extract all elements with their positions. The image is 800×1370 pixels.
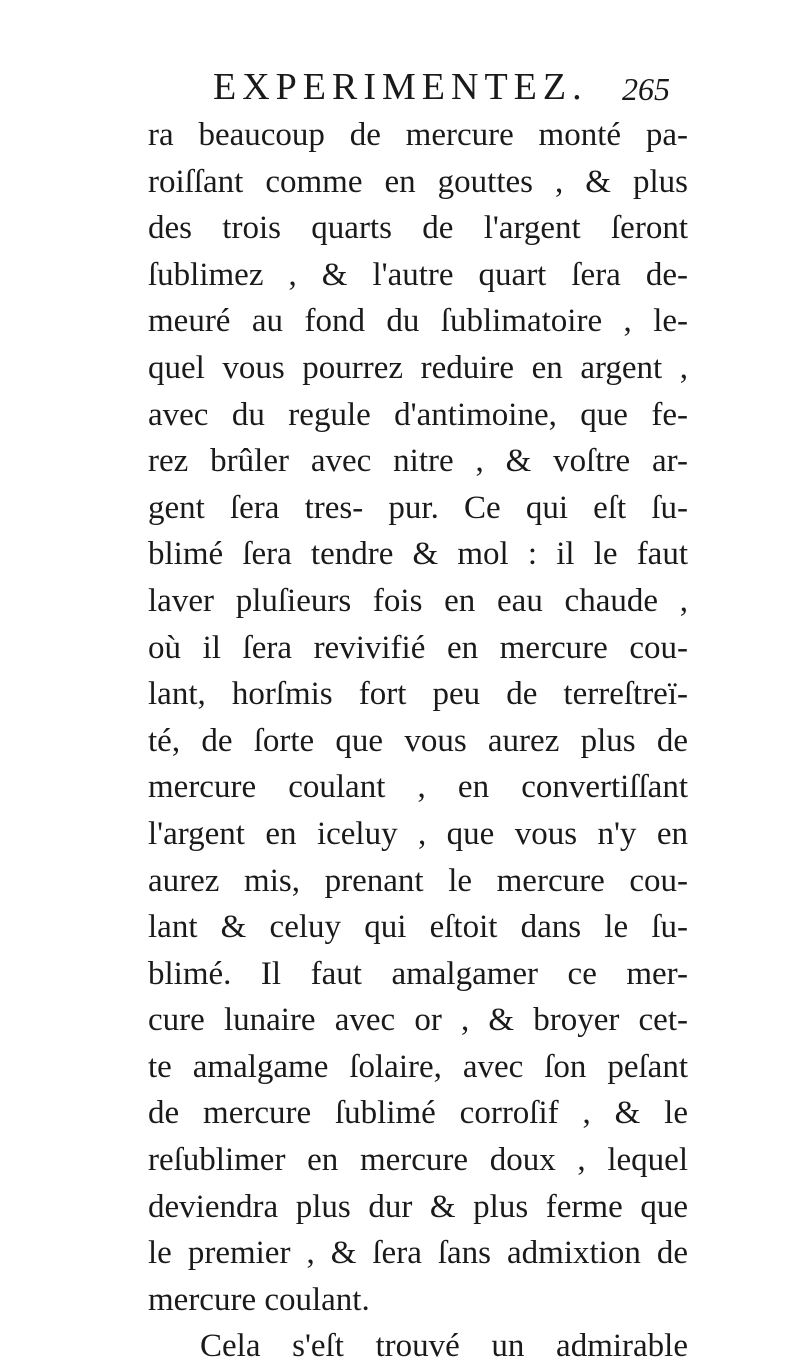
text-line: roiſſant comme en gouttes , & plus [148, 163, 688, 200]
paragraph-end-line: mercure coulant. [148, 1281, 370, 1318]
text-line: l'argent en iceluy , que vous n'y en [148, 815, 688, 852]
text-line: ra beaucoup de mercure monté pa- [148, 117, 688, 153]
running-header [0, 62, 800, 112]
text-line: lant, horſmis fort peu de terreſtreï- [148, 676, 688, 713]
text-line: ſublimez , & l'autre quart ſera de- [148, 256, 688, 293]
text-line: aurez mis, prenant le mercure cou- [148, 862, 688, 899]
text-line: blimé. Il faut amalgamer ce mer- [148, 955, 688, 992]
text-line: deviendra plus dur & plus ferme que [148, 1188, 688, 1225]
page-number: 265 [622, 71, 670, 107]
text-line: cure lunaire avec or , & broyer cet- [148, 1002, 688, 1039]
text-line: avec du regule d'antimoine, que fe- [148, 396, 688, 433]
text-line: te amalgame ſolaire, avec ſon peſant [148, 1048, 688, 1085]
text-line: reſublimer en mercure doux , lequel [148, 1142, 688, 1179]
text-line: de mercure ſublimé corroſif , & le [148, 1095, 688, 1132]
text-line: blimé ſera tendre & mol : il le faut [148, 536, 688, 573]
paragraph-start-line: Cela s'eſt trouvé un admirable [200, 1328, 688, 1365]
text-line: meuré au fond du ſublimatoire , le- [148, 303, 688, 340]
running-title: EXPERIMENTEZ. [213, 66, 588, 108]
body-text [148, 112, 688, 1370]
text-line: mercure coulant , en convertiſſant [148, 769, 688, 806]
text-line: des trois quarts de l'argent ſeront [148, 210, 688, 247]
text-line: rez brûler avec nitre , & voſtre ar- [148, 443, 688, 480]
text-line: gent ſera tres- pur. Ce qui eſt ſu- [148, 489, 688, 526]
text-line: lant & celuy qui eſtoit dans le ſu- [148, 909, 688, 946]
text-line: té, de ſorte que vous aurez plus de [148, 722, 688, 759]
text-line: où il ſera revivifié en mercure cou- [148, 629, 688, 666]
text-line: laver pluſieurs fois en eau chaude , [148, 582, 688, 619]
text-line: quel vous pourrez reduire en argent , [148, 349, 688, 386]
text-line: le premier , & ſera ſans admixtion de [148, 1235, 688, 1272]
